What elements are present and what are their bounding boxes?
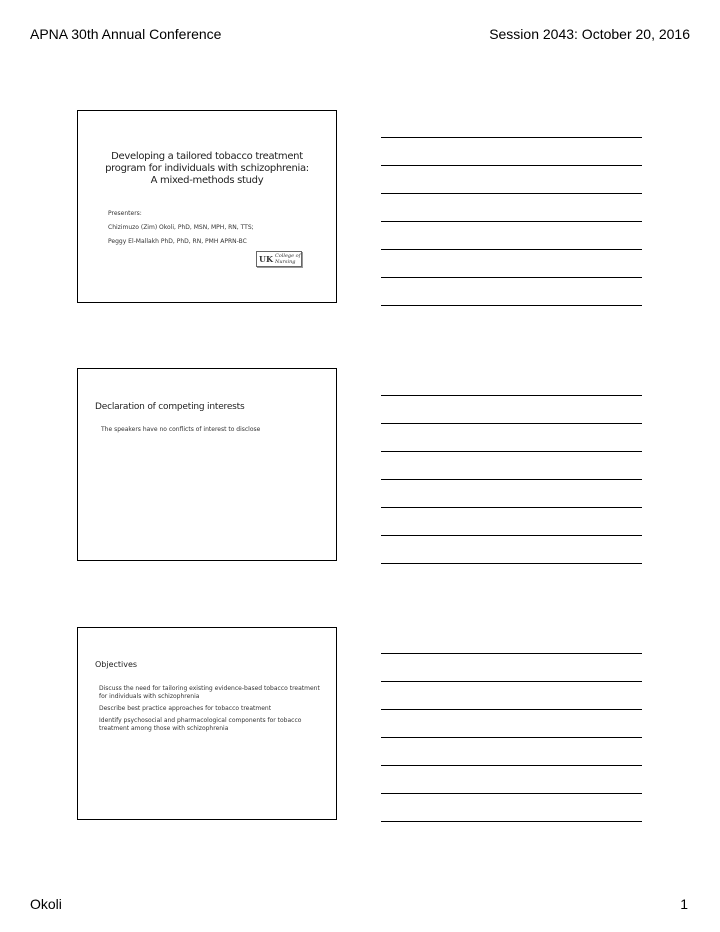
- note-line: [381, 137, 642, 138]
- slide-3: [77, 627, 337, 820]
- slide-1-title: [78, 151, 336, 187]
- notes-lines-2: [381, 395, 642, 591]
- note-line: [381, 681, 642, 682]
- list-item: Describe best practice approaches for tobacco treatment: [99, 705, 272, 712]
- presenter-name: Chizimuzo (Zim) Okoli, PhD, MSN, MPH, RN, TTS;: [108, 224, 254, 231]
- header-session-info: Session 2043: October 20, 2016: [489, 26, 690, 42]
- slide-1-title-line: Developing a tailored tobacco treatment: [111, 151, 303, 162]
- note-line: [381, 395, 642, 396]
- note-line: [381, 277, 642, 278]
- footer-author: Okoli: [30, 896, 62, 912]
- objectives-list: [99, 685, 324, 737]
- note-line: [381, 479, 642, 480]
- note-line: [381, 737, 642, 738]
- presenter-name: Peggy El-Mallakh PhD, PhD, RN, PMH APRN-BC: [108, 238, 247, 245]
- note-line: [381, 305, 642, 306]
- slide-3-title: Objectives: [95, 660, 138, 669]
- note-line: [381, 165, 642, 166]
- note-line: [381, 423, 642, 424]
- note-line: [381, 765, 642, 766]
- note-line: [381, 821, 642, 822]
- note-line: [381, 709, 642, 710]
- presenters-label: Presenters:: [108, 210, 142, 217]
- note-line: [381, 563, 642, 564]
- slide-2-title: Declaration of competing interests: [95, 402, 245, 412]
- notes-lines-1: [381, 137, 642, 333]
- note-line: [381, 451, 642, 452]
- note-line: [381, 249, 642, 250]
- slide-1: [77, 110, 337, 303]
- note-line: [381, 653, 642, 654]
- note-line: [381, 193, 642, 194]
- note-line: [381, 793, 642, 794]
- note-line: [381, 535, 642, 536]
- note-line: [381, 221, 642, 222]
- uk-logo-icon: UK: [259, 254, 273, 264]
- college-of-nursing-logo: [256, 251, 302, 267]
- slide-1-title-line: A mixed-methods study: [150, 175, 264, 186]
- slide-2: [77, 368, 337, 561]
- slide-1-title-line: program for individuals with schizophrenia:: [105, 163, 309, 174]
- note-line: [381, 507, 642, 508]
- list-item: Discuss the need for tailoring existing evidence-based tobacco treatment for individuals with schizophrenia: [99, 685, 320, 700]
- slide-2-body: The speakers have no conflicts of interest to disclose: [101, 426, 261, 433]
- notes-lines-3: [381, 653, 642, 849]
- logo-text: College of Nursing: [274, 253, 301, 265]
- list-item: Identify psychosocial and pharmacological components for tobacco treatment among those with schizophrenia: [99, 717, 302, 732]
- header-conference-title: APNA 30th Annual Conference: [30, 26, 222, 42]
- page-number: 1: [680, 896, 688, 912]
